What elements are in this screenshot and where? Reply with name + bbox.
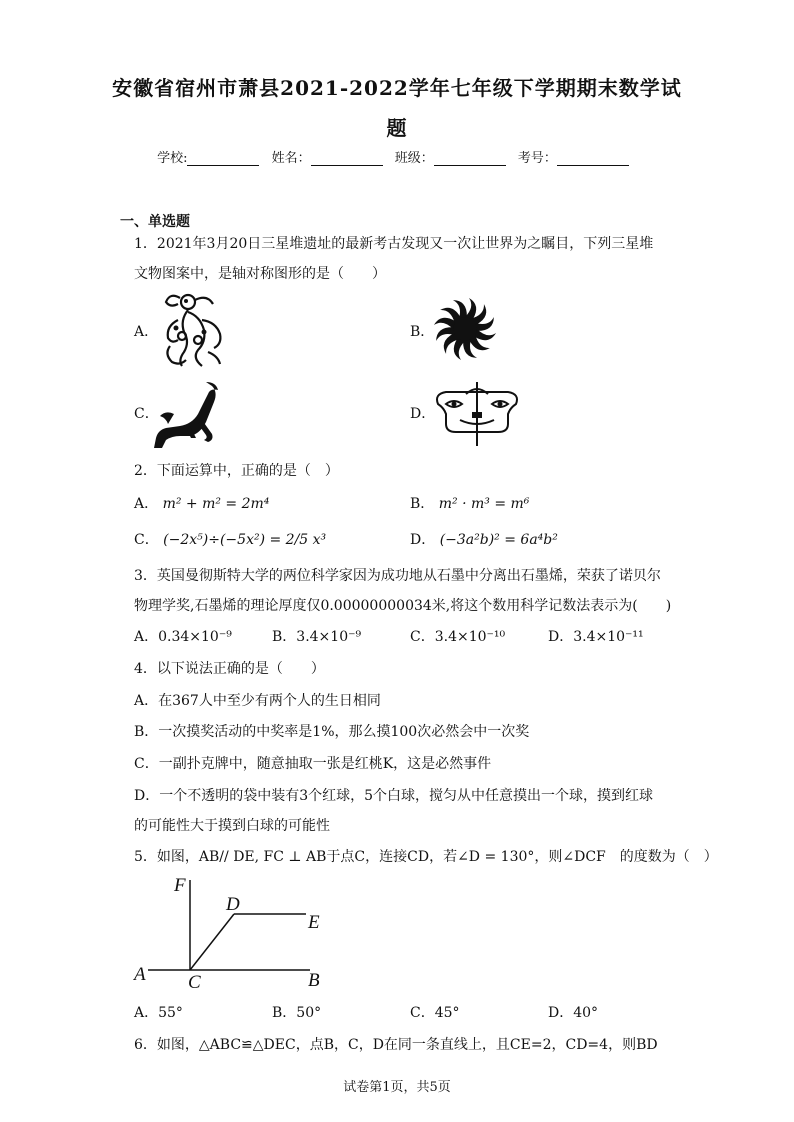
q4-option-a[interactable]: A．在367人中至少有两个人的生日相同 — [134, 693, 381, 709]
q5-geometry-figure — [128, 872, 338, 994]
exam-number-label: 考号： — [517, 151, 557, 166]
label-b: B — [308, 970, 320, 991]
q2-option-d-expr: (−3a²b)² = 6a⁴b² — [439, 532, 558, 548]
label-a: A — [134, 964, 146, 985]
q2-stem: 2．下面运算中，正确的是（ ） — [134, 463, 339, 479]
label-f: F — [174, 875, 186, 896]
q2-option-c-expr: (−2x⁵)÷(−5x²) = 2/5 x³ — [163, 532, 327, 548]
q4-option-d-line2: 的可能性大于摸到白球的可能性 — [134, 818, 330, 834]
q3-option-c[interactable]: C．3.4×10⁻¹⁰ — [410, 629, 506, 645]
bird-figure-icon — [154, 378, 224, 450]
q5-option-d[interactable]: D．40° — [548, 1005, 599, 1021]
q5-stem: 5．如图，AB// DE, FC ⊥ AB于点C，连接CD，若∠D = 130°，则∠DCF 的度数为（ ） — [134, 849, 718, 865]
q3-option-d[interactable]: D．3.4×10⁻¹¹ — [548, 629, 644, 645]
mask-figure-icon — [432, 382, 522, 446]
q2-option-a[interactable] — [134, 494, 269, 514]
school-label: 学校: — [157, 151, 188, 166]
q5-option-a[interactable]: A．55° — [134, 1005, 183, 1021]
q4-stem: 4．以下说法正确的是（ ） — [134, 661, 325, 677]
name-blank[interactable] — [311, 151, 383, 166]
section-heading: 一、单选题 — [120, 214, 190, 230]
q3-option-b[interactable]: B．3.4×10⁻⁹ — [272, 629, 362, 645]
q5-option-c[interactable]: C．45° — [410, 1005, 460, 1021]
q2-option-b-letter: B． — [410, 496, 435, 512]
exam-number-blank[interactable] — [557, 151, 629, 166]
q1-option-b[interactable]: B． — [410, 324, 435, 340]
school-blank[interactable] — [187, 151, 259, 166]
q4-option-c[interactable]: C．一副扑克牌中，随意抽取一张是红桃K，这是必然事件 — [134, 756, 492, 772]
q2-option-a-letter: A． — [134, 496, 159, 512]
label-e: E — [308, 912, 320, 933]
q2-option-d-letter: D． — [410, 532, 436, 548]
q1-option-a[interactable]: A． — [134, 324, 159, 340]
q2-option-b-expr: m² · m³ = m⁶ — [438, 496, 530, 512]
class-label: 班级： — [394, 151, 434, 166]
q1-option-c[interactable]: C． — [134, 406, 159, 422]
q2-option-a-expr: m² + m² = 2m⁴ — [162, 496, 270, 512]
exam-title-line2: 题 — [386, 116, 408, 140]
class-blank[interactable] — [434, 151, 506, 166]
q5-option-b[interactable]: B．50° — [272, 1005, 322, 1021]
label-d: D — [226, 894, 240, 915]
q2-option-b[interactable] — [410, 494, 529, 514]
q2-option-c[interactable] — [134, 530, 326, 550]
q6-stem-line1: 6．如图，△ABC≌△DEC，点B，C，D在同一条直线上，且CE=2，CD=4，则BD — [134, 1037, 658, 1053]
dancer-figure-icon — [158, 290, 230, 370]
q2-option-d[interactable] — [410, 530, 558, 550]
spiral-sun-icon — [432, 296, 498, 362]
q3-stem-line1: 3．英国曼彻斯特大学的两位科学家因为成功地从石墨中分离出石墨烯，荣获了诺贝尔 — [134, 568, 661, 584]
page-footer: 试卷第1页，共5页 — [343, 1080, 451, 1095]
name-label: 姓名： — [271, 151, 311, 166]
q4-option-b[interactable]: B．一次摸奖活动的中奖率是1%，那么摸100次必然会中一次奖 — [134, 724, 530, 740]
exam-title-line1: 安徽省宿州市萧县2021-2022学年七年级下学期期末数学试 — [112, 76, 682, 100]
q1-option-d[interactable]: D． — [410, 406, 436, 422]
q2-option-c-letter: C． — [134, 532, 159, 548]
q1-stem-line2: 文物图案中，是轴对称图形的是（ ） — [134, 266, 386, 282]
q4-option-d-line1[interactable]: D．一个不透明的袋中装有3个红球，5个白球，搅匀从中任意摸出一个球，摸到红球 — [134, 788, 654, 804]
line-cd — [190, 914, 234, 970]
q3-option-a[interactable]: A．0.34×10⁻⁹ — [134, 629, 232, 645]
student-info-fields — [0, 147, 794, 166]
label-c: C — [188, 972, 201, 993]
q3-stem-line2: 物理学奖,石墨烯的理论厚度仅0.00000000034米,将这个数用科学记数法表示为( ) — [134, 598, 672, 614]
q1-stem-line1: 1．2021年3月20日三星堆遗址的最新考古发现又一次让世界为之瞩目，下列三星堆 — [134, 236, 654, 252]
